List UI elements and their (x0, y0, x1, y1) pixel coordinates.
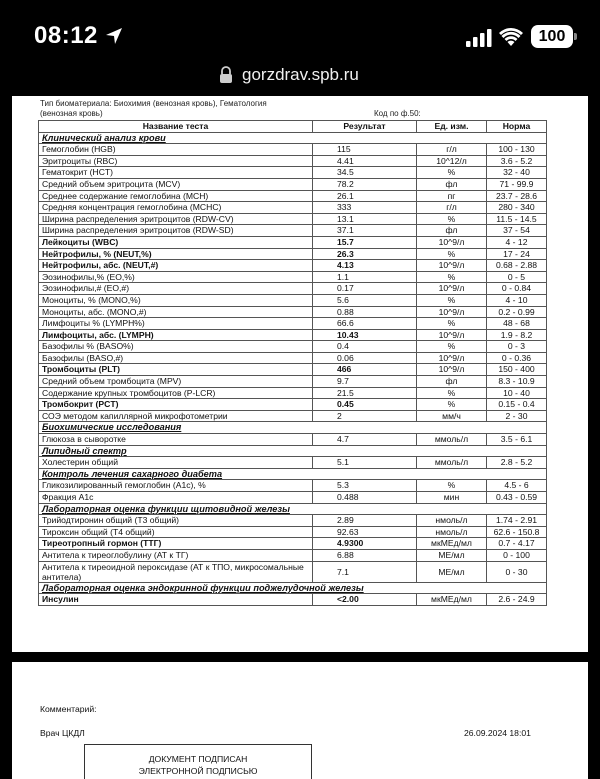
result-cell: 5.3 (313, 480, 417, 492)
test-name-cell: Тиреотропный гормон (ТТГ) (39, 538, 313, 550)
result-cell: 466 (313, 364, 417, 376)
norm-cell: 0.7 - 4.17 (487, 538, 547, 550)
section-title: Контроль лечения сахарного диабета (39, 468, 547, 480)
biomaterial-info (40, 99, 400, 119)
result-cell: 15.7 (313, 236, 417, 248)
table-row (39, 457, 547, 469)
result-cell: 5.1 (313, 457, 417, 469)
norm-cell: 4 - 12 (487, 236, 547, 248)
table-row (39, 167, 547, 179)
result-cell: 0.88 (313, 306, 417, 318)
test-name-cell: Инсулин (39, 594, 313, 606)
report-page-2 (12, 662, 588, 779)
norm-cell: 62.6 - 150.8 (487, 526, 547, 538)
norm-cell: 3.5 - 6.1 (487, 434, 547, 446)
unit-cell: % (417, 480, 487, 492)
result-cell: 26.1 (313, 190, 417, 202)
biomaterial-line: (венозная кровь) (40, 109, 103, 118)
table-row (39, 213, 547, 225)
table-row (39, 515, 547, 527)
clock: 08:12 (34, 22, 98, 49)
norm-cell: 0.43 - 0.59 (487, 492, 547, 504)
result-cell: <2.00 (313, 594, 417, 606)
test-name-cell: Эозинофилы,# (EO,#) (39, 283, 313, 295)
table-row (39, 549, 547, 561)
result-cell: 0.488 (313, 492, 417, 504)
section-header-row (39, 422, 547, 434)
table-row (39, 341, 547, 353)
section-title: Клинический анализ крови (39, 132, 547, 144)
unit-cell: % (417, 271, 487, 283)
section-title: Лабораторная оценка эндокринной функции поджелудочной железы (39, 582, 547, 594)
unit-cell: 10^9/л (417, 364, 487, 376)
test-name-cell: Нейтрофилы, абс. (NEUT,#) (39, 260, 313, 272)
unit-cell: % (417, 213, 487, 225)
norm-cell: 0 - 0.36 (487, 352, 547, 364)
unit-cell: фл (417, 225, 487, 237)
norm-cell: 0.15 - 0.4 (487, 399, 547, 411)
result-cell: 115 (313, 144, 417, 156)
test-name-cell: Тромбокрит (PCT) (39, 399, 313, 411)
section-header-row (39, 132, 547, 144)
unit-cell: 10^9/л (417, 329, 487, 341)
test-name-cell: Нейтрофилы, % (NEUT,%) (39, 248, 313, 260)
unit-cell: % (417, 248, 487, 260)
test-name-cell: Трийодтиронин общий (Т3 общий) (39, 515, 313, 527)
unit-cell: нмоль/л (417, 515, 487, 527)
result-cell: 7.1 (313, 561, 417, 582)
table-row (39, 594, 547, 606)
table-row (39, 561, 547, 582)
test-name-cell: Моноциты, % (MONO,%) (39, 294, 313, 306)
result-cell: 4.13 (313, 260, 417, 272)
unit-cell: мм/ч (417, 410, 487, 422)
norm-cell: 0.2 - 0.99 (487, 306, 547, 318)
table-row (39, 155, 547, 167)
result-cell: 1.1 (313, 271, 417, 283)
stamp-line: ЭЛЕКТРОННОЙ ПОДПИСЬЮ (138, 766, 258, 776)
norm-cell: 0 - 3 (487, 341, 547, 353)
norm-cell: 3.6 - 5.2 (487, 155, 547, 167)
unit-cell: % (417, 341, 487, 353)
test-name-cell: Средний объем эритроцита (MCV) (39, 178, 313, 190)
wifi-icon (499, 27, 523, 47)
unit-cell: ммоль/л (417, 457, 487, 469)
unit-cell: нмоль/л (417, 526, 487, 538)
norm-cell: 48 - 68 (487, 318, 547, 330)
url-text[interactable]: gorzdrav.spb.ru (242, 65, 359, 84)
table-row (39, 538, 547, 550)
test-name-cell: Гематокрит (HCT) (39, 167, 313, 179)
report-page (12, 96, 588, 652)
test-name-cell: Содержание крупных тромбоцитов (P-LCR) (39, 387, 313, 399)
table-row (39, 492, 547, 504)
test-name-cell: Среднее содержание гемоглобина (MCH) (39, 190, 313, 202)
table-row (39, 434, 547, 446)
result-cell: 10.43 (313, 329, 417, 341)
section-title: Липидный спектр (39, 445, 547, 457)
test-name-cell: Лейкоциты (WBC) (39, 236, 313, 248)
section-title: Лабораторная оценка функции щитовидной железы (39, 503, 547, 515)
result-cell: 21.5 (313, 387, 417, 399)
table-row (39, 190, 547, 202)
test-name-cell: Лимфоциты, абс. (LYMPH) (39, 329, 313, 341)
test-name-cell: Гликозилированный гемоглобин (A1c), % (39, 480, 313, 492)
header-unit: Ед. изм. (417, 121, 487, 133)
status-bar (0, 0, 600, 62)
result-cell: 0.45 (313, 399, 417, 411)
test-name-cell: Базофилы % (BASO%) (39, 341, 313, 353)
norm-cell: 2.8 - 5.2 (487, 457, 547, 469)
table-row (39, 399, 547, 411)
table-row (39, 178, 547, 190)
unit-cell: мкМЕд/мл (417, 594, 487, 606)
battery-indicator: 100 (531, 25, 573, 48)
result-cell: 26.3 (313, 248, 417, 260)
test-name-cell: Лимфоциты % (LYMPH%) (39, 318, 313, 330)
result-cell: 92.63 (313, 526, 417, 538)
table-row (39, 271, 547, 283)
form-code: Код по ф.50: (374, 109, 421, 118)
test-name-cell: Гемоглобин (HGB) (39, 144, 313, 156)
header-test-name: Название теста (39, 121, 313, 133)
result-cell: 6.88 (313, 549, 417, 561)
norm-cell: 0 - 5 (487, 271, 547, 283)
test-name-cell: Базофилы (BASO,#) (39, 352, 313, 364)
header-result: Результат (313, 121, 417, 133)
unit-cell: % (417, 318, 487, 330)
result-cell: 0.17 (313, 283, 417, 295)
table-row (39, 376, 547, 388)
norm-cell: 71 - 99.9 (487, 178, 547, 190)
norm-cell: 280 - 340 (487, 202, 547, 214)
unit-cell: МЕ/мл (417, 549, 487, 561)
result-cell: 13.1 (313, 213, 417, 225)
table-row (39, 352, 547, 364)
test-name-cell: Ширина распределения эритроцитов (RDW-CV) (39, 213, 313, 225)
test-name-cell: Антитела к тиреоидной пероксидазе (АТ к ТПО, микросомальные антитела) (39, 561, 313, 582)
test-name-cell: Глюкоза в сыворотке (39, 434, 313, 446)
result-cell: 34.5 (313, 167, 417, 179)
norm-cell: 1.9 - 8.2 (487, 329, 547, 341)
unit-cell: пг (417, 190, 487, 202)
table-row (39, 202, 547, 214)
table-row (39, 318, 547, 330)
table-row (39, 225, 547, 237)
result-cell: 37.1 (313, 225, 417, 237)
test-name-cell: Средняя концентрация гемоглобина (MCHC) (39, 202, 313, 214)
table-row (39, 480, 547, 492)
unit-cell: 10^9/л (417, 236, 487, 248)
result-cell: 78.2 (313, 178, 417, 190)
section-header-row (39, 445, 547, 457)
header-norm: Норма (487, 121, 547, 133)
test-name-cell: Тромбоциты (PLT) (39, 364, 313, 376)
unit-cell: мин (417, 492, 487, 504)
table-row (39, 526, 547, 538)
norm-cell: 10 - 40 (487, 387, 547, 399)
result-cell: 5.6 (313, 294, 417, 306)
doctor-label: Врач ЦКДЛ (40, 728, 85, 738)
section-header-row (39, 503, 547, 515)
norm-cell: 8.3 - 10.9 (487, 376, 547, 388)
unit-cell: мкМЕд/мл (417, 538, 487, 550)
unit-cell: фл (417, 178, 487, 190)
norm-cell: 23.7 - 28.6 (487, 190, 547, 202)
table-row (39, 364, 547, 376)
table-row (39, 306, 547, 318)
comment-label: Комментарий: (40, 704, 97, 714)
unit-cell: 10^9/л (417, 283, 487, 295)
norm-cell: 1.74 - 2.91 (487, 515, 547, 527)
unit-cell: % (417, 294, 487, 306)
unit-cell: % (417, 387, 487, 399)
table-row (39, 144, 547, 156)
test-name-cell: Тироксин общий (Т4 общий) (39, 526, 313, 538)
norm-cell: 0 - 0.84 (487, 283, 547, 295)
lock-icon (219, 66, 233, 84)
unit-cell: г/л (417, 144, 487, 156)
norm-cell: 0 - 30 (487, 561, 547, 582)
unit-cell: 10^9/л (417, 352, 487, 364)
cellular-signal-icon (466, 29, 492, 47)
unit-cell: ммоль/л (417, 434, 487, 446)
section-header-row (39, 468, 547, 480)
test-name-cell: Эозинофилы,% (EO,%) (39, 271, 313, 283)
result-cell: 0.06 (313, 352, 417, 364)
test-name-cell: СОЭ методом капиллярной микрофотометрии (39, 410, 313, 422)
result-cell: 9.7 (313, 376, 417, 388)
table-header-row (39, 121, 547, 133)
test-name-cell: Фракция A1c (39, 492, 313, 504)
result-cell: 2 (313, 410, 417, 422)
biomaterial-line: Тип биоматериала: Биохимия (венозная кровь), Гематология (40, 99, 267, 108)
norm-cell: 2 - 30 (487, 410, 547, 422)
result-cell: 0.4 (313, 341, 417, 353)
unit-cell: % (417, 167, 487, 179)
section-header-row (39, 582, 547, 594)
result-cell: 4.7 (313, 434, 417, 446)
table-row (39, 387, 547, 399)
browser-address-bar[interactable] (0, 62, 600, 92)
norm-cell: 37 - 54 (487, 225, 547, 237)
norm-cell: 100 - 130 (487, 144, 547, 156)
table-row (39, 329, 547, 341)
unit-cell: 10^12/л (417, 155, 487, 167)
unit-cell: 10^9/л (417, 306, 487, 318)
test-name-cell: Моноциты, абс. (MONO,#) (39, 306, 313, 318)
results-table (38, 120, 547, 606)
result-cell: 333 (313, 202, 417, 214)
electronic-signature-stamp (84, 744, 312, 779)
table-row (39, 283, 547, 295)
table-row (39, 260, 547, 272)
norm-cell: 4.5 - 6 (487, 480, 547, 492)
test-name-cell: Эритроциты (RBC) (39, 155, 313, 167)
unit-cell: МЕ/мл (417, 561, 487, 582)
table-row (39, 294, 547, 306)
unit-cell: % (417, 399, 487, 411)
result-cell: 4.41 (313, 155, 417, 167)
table-row (39, 410, 547, 422)
norm-cell: 0 - 100 (487, 549, 547, 561)
norm-cell: 4 - 10 (487, 294, 547, 306)
norm-cell: 0.68 - 2.88 (487, 260, 547, 272)
result-cell: 4.9300 (313, 538, 417, 550)
section-title: Биохимические исследования (39, 422, 547, 434)
norm-cell: 32 - 40 (487, 167, 547, 179)
stamp-line: ДОКУМЕНТ ПОДПИСАН (148, 754, 248, 764)
unit-cell: 10^9/л (417, 260, 487, 272)
table-row (39, 236, 547, 248)
test-name-cell: Ширина распределения эритроцитов (RDW-SD) (39, 225, 313, 237)
table-row (39, 248, 547, 260)
location-arrow-icon (104, 26, 124, 46)
test-name-cell: Холестерин общий (39, 457, 313, 469)
test-name-cell: Антитела к тиреоглобулину (АТ к ТГ) (39, 549, 313, 561)
unit-cell: фл (417, 376, 487, 388)
report-datetime: 26.09.2024 18:01 (464, 728, 531, 738)
result-cell: 2.89 (313, 515, 417, 527)
unit-cell: г/л (417, 202, 487, 214)
norm-cell: 150 - 400 (487, 364, 547, 376)
result-cell: 66.6 (313, 318, 417, 330)
norm-cell: 11.5 - 14.5 (487, 213, 547, 225)
test-name-cell: Средний объем тромбоцита (MPV) (39, 376, 313, 388)
norm-cell: 2.6 - 24.9 (487, 594, 547, 606)
norm-cell: 17 - 24 (487, 248, 547, 260)
